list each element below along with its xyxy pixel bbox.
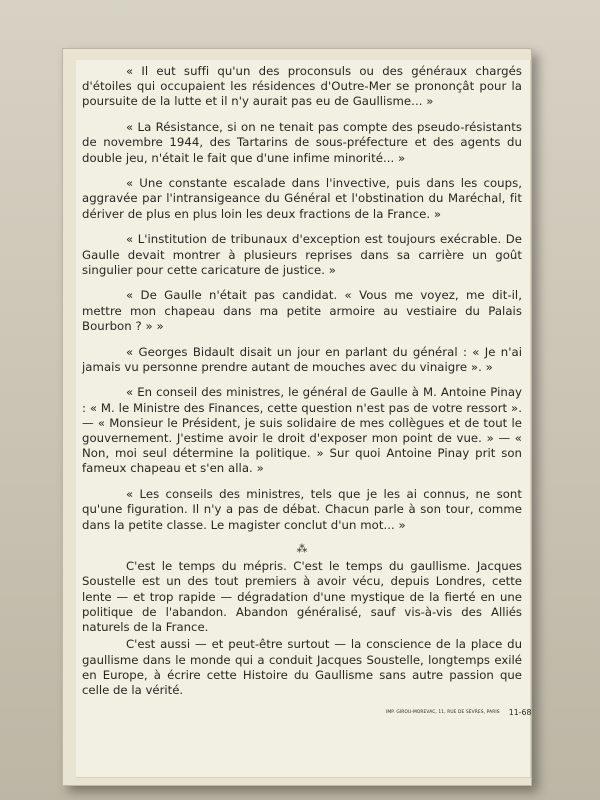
printer-name: IMP. GIROU-MOREVAC, 11, RUE DE SÈVRES, PARIS: [386, 710, 500, 715]
quote-7: « En conseil des ministres, le général de Gaulle à M. Antoine Pinay : « M. le Ministre des Finances, cette question n'est pas de votre ressort ». — « Monsieur le Président, je suis solidaire de mes collègues et de tout le gouvernement. J'estime avoir le droit d'exposer mon point de vue. » — « Non, moi seul détermine la politique. » Sur quoi Antoine Pinay prit son fameux chapeau et s'en alla. »: [82, 385, 522, 476]
quote-1: « Il eut suffi qu'un des proconsuls ou des généraux chargés d'étoiles qui occupaient les résidences d'Outre-Mer se prononçât pour la poursuite de la lutte et il n'y aurait pas eu de Gaullisme... »: [82, 64, 522, 109]
quote-2: « La Résistance, si on ne tenait pas compte des pseudo-résistants de novembre 1944, des Tartarins de sous-préfecture et des agents du double jeu, n'était le fait que d'une infime minorité... »: [82, 120, 522, 165]
quote-6: « Georges Bidault disait un jour en parlant du général : « Je n'ai jamais vu personne prendre autant de mouches avec du vinaigre ». »: [82, 344, 522, 374]
print-date-code: 11-68: [508, 708, 532, 717]
quote-5: « De Gaulle n'était pas candidat. « Vous me voyez, me dit-il, mettre mon chapeau dans ma petite armoire au vestiaire du Palais Bourbon ? » »: [82, 288, 522, 333]
printer-imprint: [386, 702, 532, 721]
quote-8: « Les conseils des ministres, tels que je les ai connus, ne sont qu'une figuration. Il n'y a pas de débat. Chacun parle à son tour, comme dans la petite classe. Le magister conclut d'un mot... »: [82, 487, 522, 532]
closing-paragraph-1: C'est le temps du mépris. C'est le temps du gaullisme. Jacques Soustelle est un des tout premiers à avoir vécu, depuis Londres, cette lente — et trop rapide — dégradation d'une mystique de la fierté en une politique de l'abandon. Abandon généralisé, sauf vis-à-vis des Alliés naturels de la France.: [82, 559, 522, 635]
quote-4: « L'institution de tribunaux d'exception est toujours exécrable. De Gaulle devait montrer à plusieurs reprises dans sa carrière un goût singulier pour cette caricature de justice. »: [82, 232, 522, 277]
quote-3: « Une constante escalade dans l'invective, puis dans les coups, aggravée par l'intransigeance du Général et l'obstination du Maréchal, fit dériver de plus en plus loin les deux fractions de la France. »: [82, 176, 522, 221]
blurb-text: [82, 64, 522, 700]
asterism-separator: ⁂: [296, 542, 308, 556]
closing-paragraph-2: C'est aussi — et peut-être surtout — la conscience de la place du gaullisme dans le monde qui a conduit Jacques Soustelle, longtemps exilé en Europe, à écrire cette Histoire du Gaullisme sans autre passion que celle de la vérité.: [82, 637, 522, 697]
